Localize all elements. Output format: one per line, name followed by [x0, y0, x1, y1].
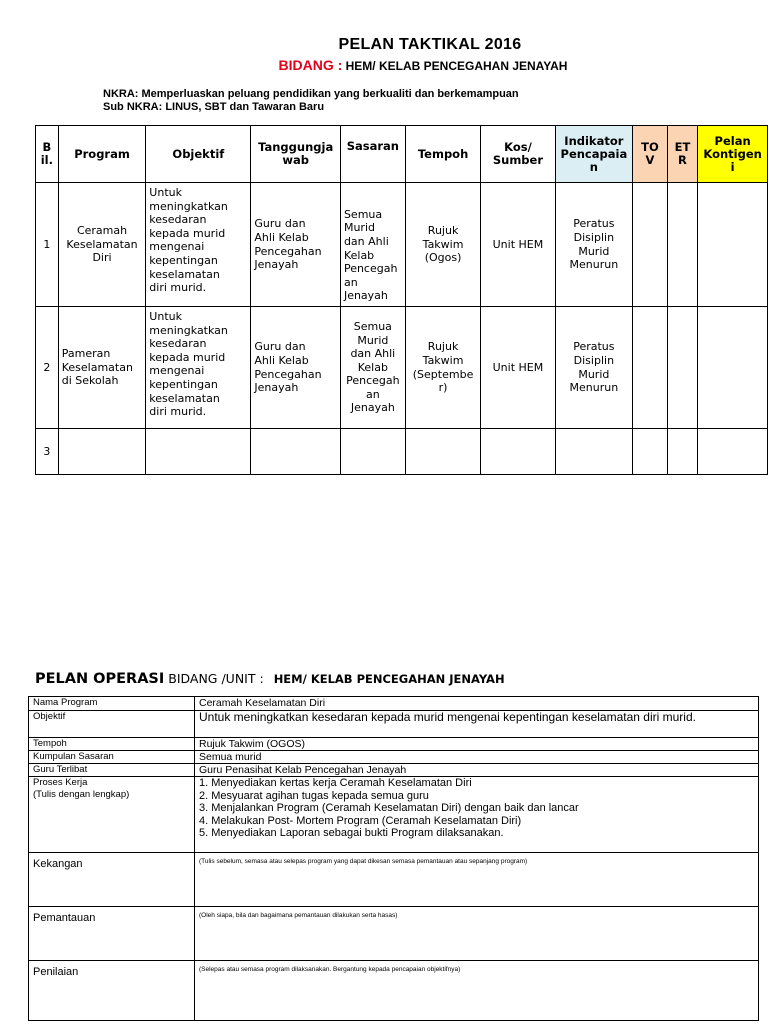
cell-etr: [667, 307, 698, 429]
table-row: [36, 183, 768, 307]
proses-sublabel: (Tulis dengan lengkap): [33, 789, 130, 800]
cell-pelan: [698, 307, 768, 429]
cell-tov: [633, 183, 667, 307]
cell-program: Pameran Keselamatan di Sekolah: [58, 307, 146, 429]
header-bil: B il.: [36, 126, 59, 183]
proses-step: 4. Melakukan Post- Mortem Program (Ceramah Keselamatan Diri): [199, 814, 522, 827]
header-pelan-kontingensi: Pelan Kontigen i: [698, 126, 768, 183]
header-etr: ET R: [667, 126, 698, 183]
cell-tanggungjawab: Guru dan Ahli Kelab Pencegahan Jenayah: [251, 183, 341, 307]
cell-objektif: Untuk meningkatkan kesedaran kepada murid mengenai kepentingan keselamatan diri murid.: [146, 307, 251, 429]
cell-sasaran: Semua Murid dan Ahli Kelab Pencegah an Jenayah: [340, 183, 405, 307]
op-value: Ceramah Keselamatan Diri: [195, 697, 759, 711]
op-label: Tempoh: [29, 738, 195, 751]
cell-kos: Unit HEM: [481, 183, 555, 307]
cell-etr: [667, 429, 698, 475]
cell-objektif: Untuk meningkatkan kesedaran kepada murid mengenai kepentingan keselamatan diri murid.: [146, 183, 251, 307]
operation-plan-heading: [35, 668, 505, 687]
cell-kos: [481, 429, 555, 475]
op-value: Guru Penasihat Kelab Pencegahan Jenayah: [195, 764, 759, 777]
cell-pelan: [698, 183, 768, 307]
op-label: Pemantauan: [29, 907, 195, 961]
cell-indikator: [555, 429, 633, 475]
cell-tov: [633, 429, 667, 475]
cell-bil: 2: [36, 307, 59, 429]
bidang-line: [0, 57, 768, 73]
cell-program: [58, 429, 146, 475]
op-row-pemantauan: [29, 907, 759, 961]
op-label: Penilaian: [29, 961, 195, 1021]
op-row-objektif: [29, 711, 759, 738]
op-value: Untuk meningkatkan kesedaran kepada murid mengenai kepentingan keselamatan diri murid.: [195, 711, 759, 738]
table-row: [36, 429, 768, 475]
op-label: Nama Program: [29, 697, 195, 711]
bidang-value: HEM/ KELAB PENCEGAHAN JENAYAH: [345, 59, 568, 73]
proses-step: 5. Menyediakan Laporan sebagai bukti Program dilaksanakan.: [199, 827, 504, 840]
kekangan-note: (Tulis sebelum, semasa atau selepas program yang dapat dikesan semasa pemantauan atau sepanjang program): [199, 858, 528, 865]
op-label: [29, 777, 195, 853]
op-row-penilaian: [29, 961, 759, 1021]
cell-indikator: Peratus Disiplin Murid Menurun: [555, 183, 633, 307]
operation-heading-unit: HEM/ KELAB PENCEGAHAN JENAYAH: [273, 672, 505, 686]
cell-sasaran: Semua Murid dan Ahli Kelab Pencegah an Jenayah: [340, 307, 405, 429]
op-value: [195, 907, 759, 961]
cell-bil: 1: [36, 183, 59, 307]
operation-heading-main: PELAN OPERASI: [35, 671, 165, 687]
op-row-nama-program: [29, 697, 759, 711]
proses-step: 2. Mesyuarat agihan tugas kepada semua guru: [199, 789, 429, 802]
header-tov: TO V: [633, 126, 667, 183]
cell-etr: [667, 183, 698, 307]
cell-sasaran: [340, 429, 405, 475]
tactical-plan-table: [35, 125, 768, 475]
proses-step: 3. Menjalankan Program (Ceramah Keselamatan Diri) dengan baik dan lancar: [199, 802, 579, 815]
cell-bil: 3: [36, 429, 59, 475]
header-tempoh: Tempoh: [405, 126, 481, 183]
op-value: [195, 853, 759, 907]
op-label: Kekangan: [29, 853, 195, 907]
pemantauan-note: (Oleh siapa, bila dan bagaimana pemantauan dilakukan serta hasas): [199, 912, 398, 919]
cell-pelan: [698, 429, 768, 475]
page-title: PELAN TAKTIKAL 2016: [338, 36, 522, 53]
op-value: [195, 777, 759, 853]
header-indikator: Indikator Pencapaia n: [555, 126, 633, 183]
header-objektif: Objektif: [146, 126, 251, 183]
op-row-proses-kerja: [29, 777, 759, 853]
header-tanggungjawab: Tanggungja wab: [251, 126, 341, 183]
proses-label: Proses Kerja: [33, 777, 88, 788]
op-row-guru-terlibat: [29, 764, 759, 777]
sub-nkra-text: Sub NKRA: LINUS, SBT dan Tawaran Baru: [103, 101, 325, 113]
cell-program: Ceramah Keselamatan Diri: [58, 183, 146, 307]
op-value: Semua murid: [195, 751, 759, 764]
op-row-kumpulan-sasaran: [29, 751, 759, 764]
operation-heading-sub: BIDANG /UNIT :: [164, 671, 264, 686]
header-program: Program: [58, 126, 146, 183]
op-label: Guru Terlibat: [29, 764, 195, 777]
op-label: Objektif: [29, 711, 195, 738]
table-row: [36, 307, 768, 429]
bidang-label: BIDANG :: [278, 57, 343, 73]
op-value: Rujuk Takwim (OGOS): [195, 738, 759, 751]
cell-tanggungjawab: [251, 429, 341, 475]
cell-indikator: Peratus Disiplin Murid Menurun: [555, 307, 633, 429]
cell-tempoh: [405, 429, 481, 475]
cell-tov: [633, 307, 667, 429]
penilaian-note: (Selepas atau semasa program dilaksanakan. Bergantung kepada pencapaian objektifnya): [199, 966, 461, 973]
op-label: Kumpulan Sasaran: [29, 751, 195, 764]
table-header-row: [36, 126, 768, 183]
cell-tanggungjawab: Guru dan Ahli Kelab Pencegahan Jenayah: [251, 307, 341, 429]
operation-plan-table: [28, 696, 759, 1021]
op-row-tempoh: [29, 738, 759, 751]
cell-kos: Unit HEM: [481, 307, 555, 429]
nkra-block: [103, 88, 519, 114]
op-value: [195, 961, 759, 1021]
header-sasaran: Sasaran: [340, 126, 405, 183]
proses-step: 1. Menyediakan kertas kerja Ceramah Keselamatan Diri: [199, 777, 472, 789]
op-row-kekangan: [29, 853, 759, 907]
cell-tempoh: Rujuk Takwim (Septembe r): [405, 307, 481, 429]
nkra-text: NKRA: Memperluaskan peluang pendidikan yang berkualiti dan berkemampuan: [103, 88, 519, 100]
cell-tempoh: Rujuk Takwim (Ogos): [405, 183, 481, 307]
header-kos: Kos/ Sumber: [481, 126, 555, 183]
cell-objektif: [146, 429, 251, 475]
